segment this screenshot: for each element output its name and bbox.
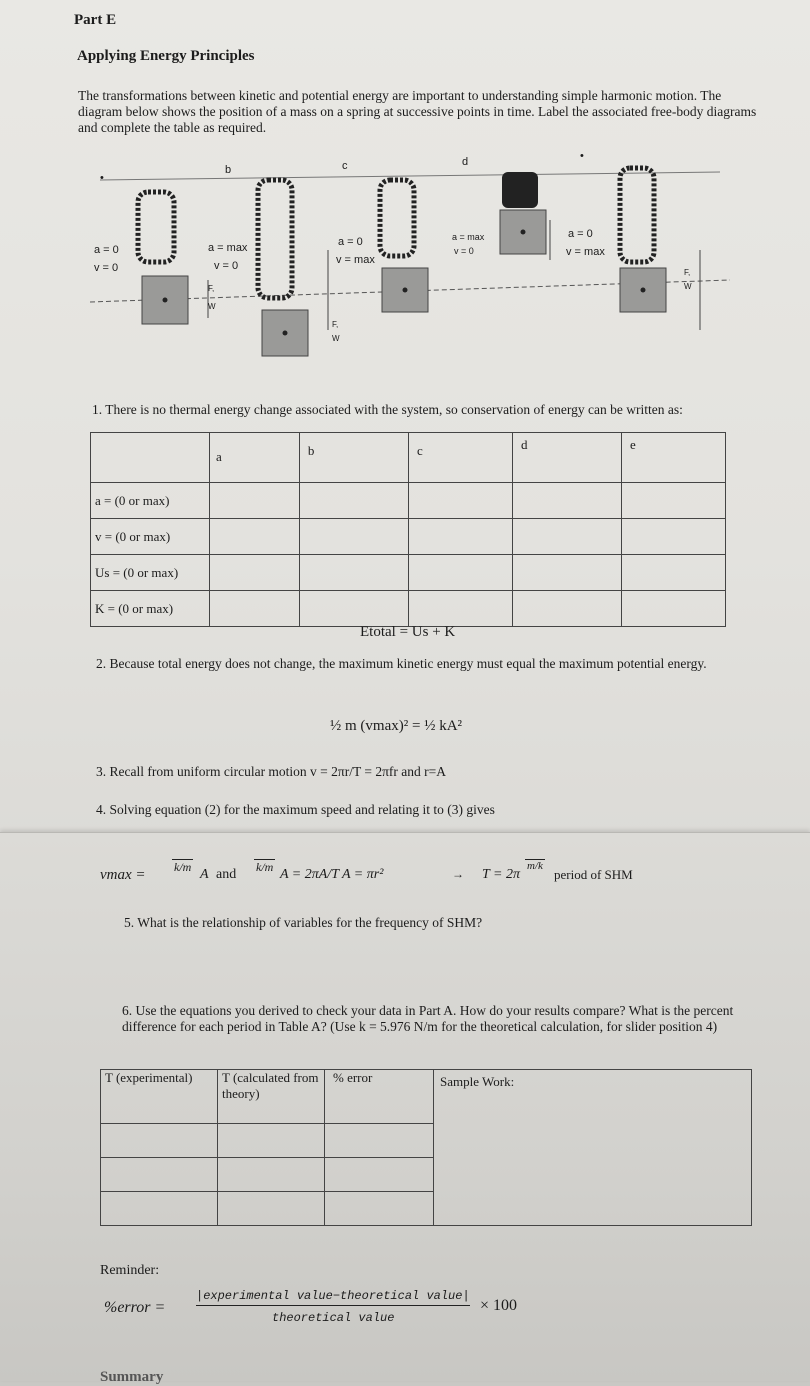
col-a: a <box>210 433 300 483</box>
col-e: e <box>621 433 725 483</box>
row-label-k: K = (0 or max) <box>91 591 210 627</box>
cell-input[interactable] <box>299 519 408 555</box>
question-4: 4. Solving equation (2) for the maximum speed and relating it to (3) gives <box>96 802 495 817</box>
cell-input[interactable] <box>621 555 725 591</box>
sqrt-m-over-k: m/k <box>527 860 543 872</box>
spring-c <box>380 180 428 312</box>
cell-input[interactable] <box>408 519 512 555</box>
period-formula: T = 2π <box>482 867 520 882</box>
spring-b <box>258 180 308 356</box>
sample-work-label: Sample Work: <box>440 1074 515 1089</box>
period-of-shm: period of SHM <box>554 867 633 882</box>
spring-a <box>138 192 188 324</box>
cell-input[interactable] <box>218 1192 325 1226</box>
question-3: 3. Recall from uniform circular motion v = 2πr/T = 2πfr and r=A <box>96 764 447 779</box>
cell-input[interactable] <box>299 591 408 627</box>
col-c: c <box>408 433 512 483</box>
cell-input[interactable] <box>621 591 725 627</box>
question-1: 1. There is no thermal energy change associated with the system, so conservation of energy can be written as: <box>92 402 683 417</box>
percent-error-denominator: theoretical value <box>272 1311 395 1325</box>
label-a-accel: a = 0 <box>94 244 119 256</box>
cell-input[interactable] <box>325 1158 434 1192</box>
period-table <box>100 1069 752 1226</box>
worksheet-page-2 <box>0 832 810 1385</box>
label-d-accel: a = max <box>452 232 485 242</box>
col-b: b <box>299 433 408 483</box>
spring-mass-diagram <box>80 150 740 390</box>
cell-input[interactable] <box>408 591 512 627</box>
energy-equality-equation: ½ m (vmax)² = ½ kA² <box>330 718 463 734</box>
force-f-e: F, <box>684 268 691 277</box>
energy-table-corner <box>91 433 210 483</box>
position-letter-d: d <box>462 156 469 168</box>
sample-work-box[interactable] <box>434 1070 752 1226</box>
summary-heading: Summary <box>100 1369 164 1385</box>
label-e-vel: v = max <box>566 246 605 258</box>
percent-error-lhs: %error = <box>104 1299 166 1316</box>
cell-input[interactable] <box>512 591 621 627</box>
cell-input[interactable] <box>512 519 621 555</box>
cell-input[interactable] <box>218 1158 325 1192</box>
amplitude-a: A <box>200 867 209 882</box>
cell-input[interactable] <box>299 483 408 519</box>
col-d: d <box>512 433 621 483</box>
label-d-vel: v = 0 <box>454 246 474 256</box>
label-e-accel: a = 0 <box>568 228 593 240</box>
table-row <box>91 519 726 555</box>
cell-input[interactable] <box>512 483 621 519</box>
period-table-header <box>101 1070 752 1124</box>
cell-input[interactable] <box>512 555 621 591</box>
sqrt-k-over-m-2: k/m <box>256 860 274 874</box>
cell-input[interactable] <box>325 1124 434 1158</box>
reminder-label: Reminder: <box>100 1263 160 1278</box>
force-f-c: F, <box>332 320 339 329</box>
label-a-vel: v = 0 <box>94 262 119 274</box>
table-row <box>91 483 726 519</box>
label-c-accel: a = 0 <box>338 236 363 248</box>
spring-e <box>620 168 666 312</box>
cell-input[interactable] <box>299 555 408 591</box>
energy-table <box>90 432 726 627</box>
cell-input[interactable] <box>408 483 512 519</box>
header-t-calculated: T (calculated from theory) <box>218 1070 325 1124</box>
total-energy-equation: Etotal = Us + K <box>360 624 456 640</box>
cell-input[interactable] <box>621 483 725 519</box>
spring-d <box>500 172 546 254</box>
cell-input[interactable] <box>325 1192 434 1226</box>
percent-error-numerator: |experimental value−theoretical value| <box>196 1289 470 1306</box>
question-6: 6. Use the equations you derived to check your data in Part A. How do your results compare? What is the percent difference for each period in Table A? (Use k = 5.976 N/m for the theoretical calculation, for slider position 4) <box>122 1003 734 1034</box>
row-label-us: Us = (0 or max) <box>91 555 210 591</box>
header-t-experimental: T (experimental) <box>101 1070 218 1124</box>
question-2: 2. Because total energy does not change, the maximum kinetic energy must equal the maximum potential energy. <box>96 656 707 671</box>
part-label: Part E <box>74 12 117 28</box>
section-title: Applying Energy Principles <box>77 48 255 64</box>
position-letter-a: • <box>100 172 104 184</box>
cell-input[interactable] <box>210 591 300 627</box>
position-letter-e: • <box>580 150 584 162</box>
force-f-b: F, <box>208 284 215 293</box>
label-c-vel: v = max <box>336 254 375 266</box>
velocity-relation: A = 2πA/T A = πr² <box>280 867 384 882</box>
force-w-c: W <box>332 334 340 343</box>
and-word: and <box>216 867 237 882</box>
position-letter-b: b <box>225 164 232 176</box>
cell-input[interactable] <box>101 1192 218 1226</box>
cell-input[interactable] <box>101 1158 218 1192</box>
position-letter-c: c <box>342 160 348 172</box>
force-w-e: W <box>684 282 692 291</box>
arrow-symbol: → <box>452 867 464 881</box>
cell-input[interactable] <box>408 555 512 591</box>
cell-input[interactable] <box>210 519 300 555</box>
header-percent-error: % error <box>325 1070 434 1124</box>
label-b-accel: a = max <box>208 242 248 254</box>
cell-input[interactable] <box>101 1124 218 1158</box>
cell-input[interactable] <box>210 483 300 519</box>
label-b-vel: v = 0 <box>214 260 239 272</box>
spring-diagram-svg <box>80 150 740 390</box>
question-5: 5. What is the relationship of variables for the frequency of SHM? <box>124 915 483 930</box>
energy-table-header <box>91 433 726 483</box>
times-100: × 100 <box>480 1297 518 1314</box>
row-label-v: v = (0 or max) <box>91 519 210 555</box>
row-label-a: a = (0 or max) <box>91 483 210 519</box>
intro-paragraph: The transformations between kinetic and potential energy are important to understanding simple harmonic motion. The diagram below shows the position of a mass on a spring at successive points in time. Label the associated free-body diagrams and complete the table as required. <box>78 88 757 135</box>
force-w-b: W <box>208 302 216 311</box>
cell-input[interactable] <box>218 1124 325 1158</box>
sqrt-k-over-m: k/m <box>174 860 192 874</box>
cell-input[interactable] <box>621 519 725 555</box>
cell-input[interactable] <box>210 555 300 591</box>
table-row <box>91 591 726 627</box>
table-row <box>91 555 726 591</box>
vmax-label: vmax = <box>100 867 146 883</box>
